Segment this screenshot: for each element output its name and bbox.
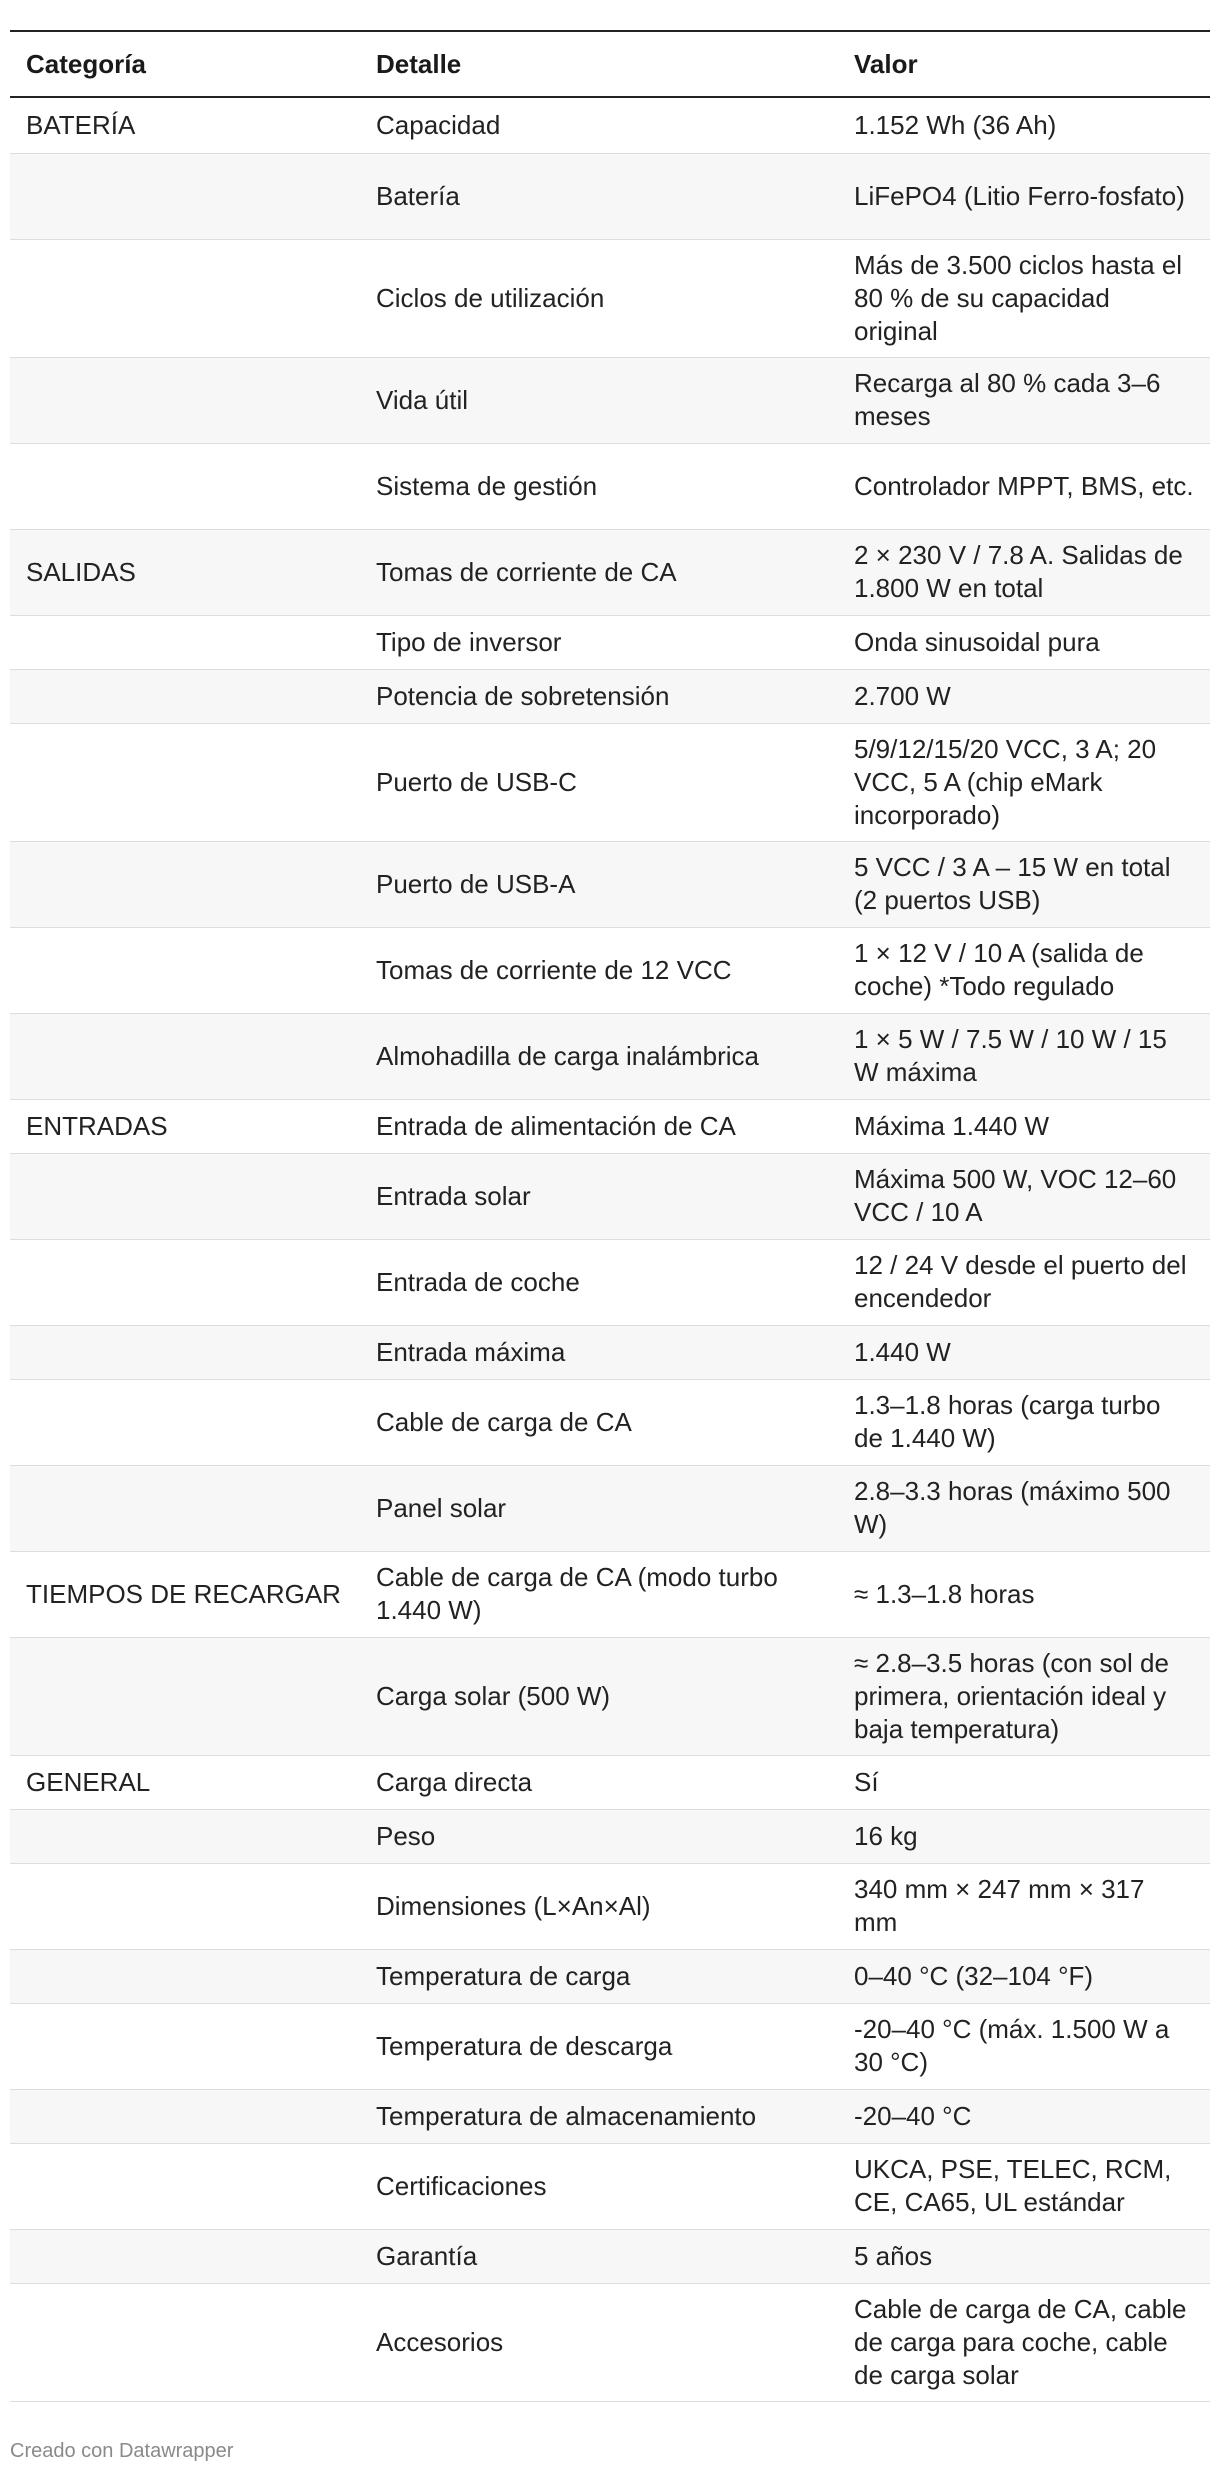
category-cell (10, 2229, 360, 2283)
value-cell: LiFePO4 (Litio Ferro-fosfato) (838, 153, 1210, 239)
table-row (10, 2143, 1210, 2229)
detail-cell: Tomas de corriente de 12 VCC (360, 927, 838, 1013)
detail-cell: Temperatura de carga (360, 1949, 838, 2003)
header-category[interactable]: Categoría (10, 31, 360, 97)
detail-cell: Batería (360, 153, 838, 239)
value-cell: Más de 3.500 ciclos hasta el 80 % de su capacidad original (838, 239, 1210, 357)
detail-cell: Tipo de inversor (360, 615, 838, 669)
detail-cell: Temperatura de almacenamiento (360, 2089, 838, 2143)
table-row (10, 841, 1210, 927)
detail-cell: Capacidad (360, 97, 838, 153)
category-cell (10, 2003, 360, 2089)
detail-cell: Certificaciones (360, 2143, 838, 2229)
table-row (10, 2229, 1210, 2283)
value-cell: 0–40 °C (32–104 °F) (838, 1949, 1210, 2003)
detail-cell: Vida útil (360, 357, 838, 443)
table-body (10, 97, 1210, 2401)
value-cell: 5 VCC / 3 A – 15 W en total (2 puertos USB) (838, 841, 1210, 927)
table-row (10, 1949, 1210, 2003)
table-row (10, 357, 1210, 443)
value-cell: Cable de carga de CA, cable de carga para coche, cable de carga solar (838, 2283, 1210, 2401)
table-row (10, 97, 1210, 153)
table-row (10, 927, 1210, 1013)
value-cell: Máxima 1.440 W (838, 1099, 1210, 1153)
category-cell (10, 1809, 360, 1863)
header-value[interactable]: Valor (838, 31, 1210, 97)
category-cell: TIEMPOS DE RECARGAR (10, 1551, 360, 1637)
category-cell: SALIDAS (10, 529, 360, 615)
table-row (10, 615, 1210, 669)
category-cell: BATERÍA (10, 97, 360, 153)
table-row (10, 2003, 1210, 2089)
table-row (10, 1379, 1210, 1465)
category-cell (10, 723, 360, 841)
table-row (10, 723, 1210, 841)
table-row (10, 529, 1210, 615)
detail-cell: Entrada máxima (360, 1325, 838, 1379)
detail-cell: Carga directa (360, 1755, 838, 1809)
category-cell (10, 1949, 360, 2003)
table-row (10, 443, 1210, 529)
detail-cell: Entrada de alimentación de CA (360, 1099, 838, 1153)
detail-cell: Ciclos de utilización (360, 239, 838, 357)
header-row (10, 31, 1210, 97)
category-cell (10, 927, 360, 1013)
detail-cell: Entrada de coche (360, 1239, 838, 1325)
table-row (10, 1239, 1210, 1325)
table-row (10, 1153, 1210, 1239)
category-cell: GENERAL (10, 1755, 360, 1809)
detail-cell: Accesorios (360, 2283, 838, 2401)
detail-cell: Cable de carga de CA (360, 1379, 838, 1465)
category-cell (10, 443, 360, 529)
value-cell: -20–40 °C (838, 2089, 1210, 2143)
value-cell: 2 × 230 V / 7.8 A. Salidas de 1.800 W en total (838, 529, 1210, 615)
specs-table (10, 30, 1210, 2402)
table-row (10, 1325, 1210, 1379)
category-cell (10, 1013, 360, 1099)
value-cell: 1.440 W (838, 1325, 1210, 1379)
category-cell (10, 153, 360, 239)
value-cell: 5 años (838, 2229, 1210, 2283)
value-cell: 2.8–3.3 horas (máximo 500 W) (838, 1465, 1210, 1551)
detail-cell: Cable de carga de CA (modo turbo 1.440 W) (360, 1551, 838, 1637)
value-cell: ≈ 2.8–3.5 horas (con sol de primera, orientación ideal y baja temperatura) (838, 1637, 1210, 1755)
category-cell (10, 841, 360, 927)
datawrapper-credit[interactable]: Creado con Datawrapper (10, 2440, 234, 2462)
value-cell: Recarga al 80 % cada 3–6 meses (838, 357, 1210, 443)
category-cell (10, 357, 360, 443)
table-row (10, 153, 1210, 239)
value-cell: Sí (838, 1755, 1210, 1809)
table-row (10, 2089, 1210, 2143)
value-cell: 1 × 12 V / 10 A (salida de coche) *Todo regulado (838, 927, 1210, 1013)
value-cell: 1.3–1.8 horas (carga turbo de 1.440 W) (838, 1379, 1210, 1465)
table-row (10, 1465, 1210, 1551)
table-row (10, 1099, 1210, 1153)
detail-cell: Almohadilla de carga inalámbrica (360, 1013, 838, 1099)
table-row (10, 2283, 1210, 2401)
value-cell: 1.152 Wh (36 Ah) (838, 97, 1210, 153)
table-row (10, 239, 1210, 357)
category-cell (10, 1465, 360, 1551)
value-cell: 5/9/12/15/20 VCC, 3 A; 20 VCC, 5 A (chip eMark incorporado) (838, 723, 1210, 841)
category-cell (10, 1863, 360, 1949)
value-cell: 340 mm × 247 mm × 317 mm (838, 1863, 1210, 1949)
value-cell: 1 × 5 W / 7.5 W / 10 W / 15 W máxima (838, 1013, 1210, 1099)
category-cell (10, 1379, 360, 1465)
value-cell: -20–40 °C (máx. 1.500 W a 30 °C) (838, 2003, 1210, 2089)
detail-cell: Peso (360, 1809, 838, 1863)
detail-cell: Garantía (360, 2229, 838, 2283)
table-row (10, 1755, 1210, 1809)
table-row (10, 1013, 1210, 1099)
detail-cell: Potencia de sobretensión (360, 669, 838, 723)
value-cell: Onda sinusoidal pura (838, 615, 1210, 669)
detail-cell: Puerto de USB-C (360, 723, 838, 841)
table-row (10, 1551, 1210, 1637)
value-cell: Máxima 500 W, VOC 12–60 VCC / 10 A (838, 1153, 1210, 1239)
category-cell (10, 615, 360, 669)
table-row (10, 1809, 1210, 1863)
category-cell (10, 669, 360, 723)
category-cell (10, 1239, 360, 1325)
category-cell (10, 2089, 360, 2143)
category-cell (10, 2283, 360, 2401)
value-cell: Controlador MPPT, BMS, etc. (838, 443, 1210, 529)
category-cell (10, 1153, 360, 1239)
detail-cell: Temperatura de descarga (360, 2003, 838, 2089)
category-cell (10, 1325, 360, 1379)
value-cell: UKCA, PSE, TELEC, RCM, CE, CA65, UL estándar (838, 2143, 1210, 2229)
table-header (10, 31, 1210, 97)
detail-cell: Sistema de gestión (360, 443, 838, 529)
value-cell: 16 kg (838, 1809, 1210, 1863)
category-cell (10, 239, 360, 357)
detail-cell: Carga solar (500 W) (360, 1637, 838, 1755)
table-row (10, 1637, 1210, 1755)
detail-cell: Tomas de corriente de CA (360, 529, 838, 615)
header-detail[interactable]: Detalle (360, 31, 838, 97)
category-cell: ENTRADAS (10, 1099, 360, 1153)
table-row (10, 1863, 1210, 1949)
detail-cell: Puerto de USB-A (360, 841, 838, 927)
detail-cell: Dimensiones (L×An×Al) (360, 1863, 838, 1949)
value-cell: 12 / 24 V desde el puerto del encendedor (838, 1239, 1210, 1325)
category-cell (10, 2143, 360, 2229)
category-cell (10, 1637, 360, 1755)
detail-cell: Panel solar (360, 1465, 838, 1551)
value-cell: ≈ 1.3–1.8 horas (838, 1551, 1210, 1637)
detail-cell: Entrada solar (360, 1153, 838, 1239)
value-cell: 2.700 W (838, 669, 1210, 723)
table-row (10, 669, 1210, 723)
